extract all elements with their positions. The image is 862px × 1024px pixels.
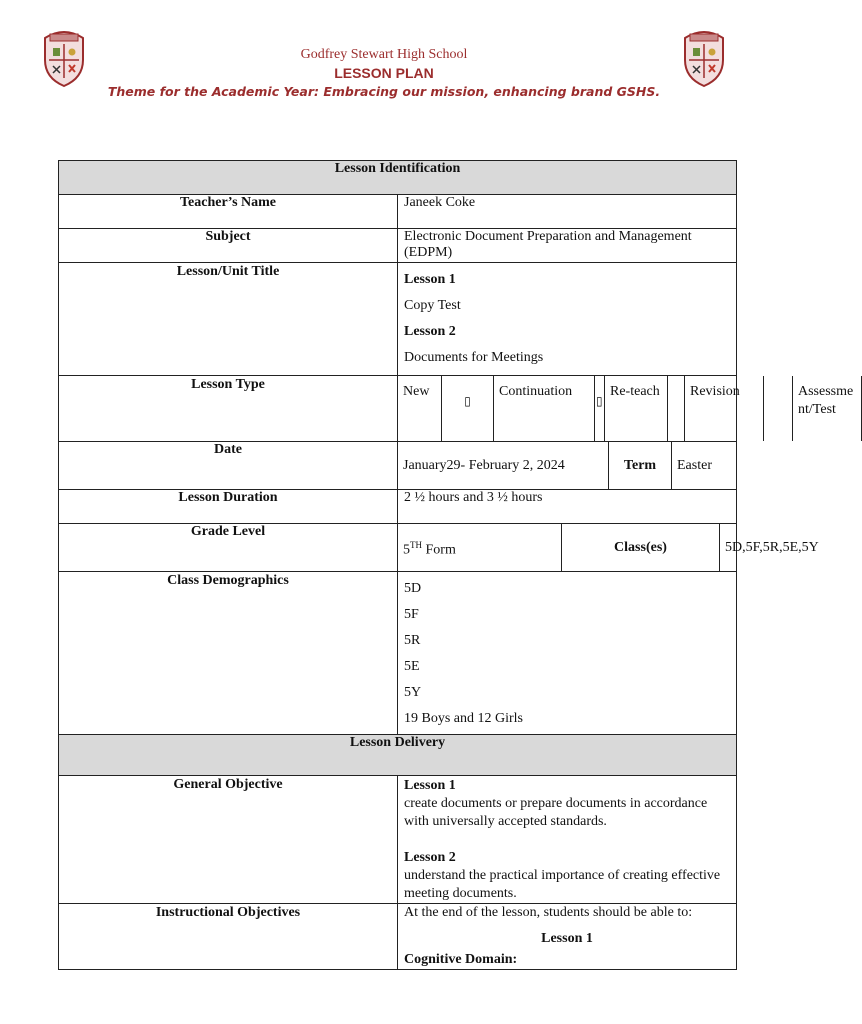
general-objective-value: [398, 776, 737, 904]
subject-label: Subject: [59, 229, 398, 263]
lesson2-label: Lesson 2: [404, 324, 456, 339]
lesson2-title: Documents for Meetings: [404, 350, 544, 365]
type-continuation-checkbox[interactable]: ▯: [595, 376, 605, 441]
teacher-name-value: Janeek Coke: [398, 195, 737, 229]
classes-value: 5D,5F,5R,5E,5Y: [725, 539, 819, 555]
type-assessment-label: Assessment/Test: [793, 376, 862, 441]
lesson-type-options: [398, 376, 854, 442]
lesson1-label: Lesson 1: [404, 272, 456, 287]
date-term-row: [398, 442, 737, 490]
classes-label: Class(es): [562, 524, 720, 571]
academic-theme: Theme for the Academic Year: Embracing our mission, enhancing brand GSHS.: [107, 84, 661, 99]
instructional-lesson1-label: Lesson 1: [541, 931, 593, 946]
type-continuation-label: Continuation: [494, 376, 595, 441]
general-lesson2-label: Lesson 2: [404, 850, 456, 865]
section-heading-delivery: Lesson Delivery: [59, 735, 737, 776]
date-value: January29- February 2, 2024: [398, 442, 609, 489]
instructional-objectives-value: [398, 904, 737, 970]
duration-label: Lesson Duration: [59, 490, 398, 524]
term-label: Term: [609, 442, 672, 489]
document-title: LESSON PLAN: [334, 65, 434, 81]
demographics-label: Class Demographics: [59, 572, 398, 735]
general-lesson1-label: Lesson 1: [404, 778, 456, 793]
demographics-value: [398, 572, 737, 735]
type-revision-checkbox[interactable]: [764, 376, 793, 441]
school-name: Godfrey Stewart High School: [300, 47, 468, 62]
grade-word: Form: [422, 542, 456, 558]
type-reteach-checkbox[interactable]: [668, 376, 685, 441]
type-revision-label: Revision: [685, 376, 764, 441]
demographics-item: 19 Boys and 12 Girls: [404, 711, 523, 726]
general-objective-label: General Objective: [59, 776, 398, 904]
demographics-item: 5E: [404, 659, 420, 674]
demographics-item: 5F: [404, 607, 419, 622]
grade-superscript: TH: [410, 539, 422, 550]
demographics-item: 5Y: [404, 685, 422, 700]
document-header: [0, 46, 768, 102]
lesson-plan-table: [58, 160, 854, 970]
cognitive-domain-label: Cognitive Domain:: [404, 952, 518, 967]
term-value: Easter: [677, 457, 712, 473]
grade-class-row: [398, 524, 819, 572]
teacher-name-label: Teacher’s Name: [59, 195, 398, 229]
duration-value: 2 ½ hours and 3 ½ hours: [398, 490, 737, 524]
instructional-objectives-label: Instructional Objectives: [59, 904, 398, 970]
instructional-intro: At the end of the lesson, students should be able to:: [404, 905, 693, 920]
general-lesson1-text: create documents or prepare documents in accordance with universally accepted standards.: [404, 796, 708, 829]
grade-number: 5: [403, 542, 410, 558]
lesson-title-value: [398, 263, 737, 376]
subject-value: Electronic Document Preparation and Management (EDPM): [398, 229, 737, 263]
section-heading-identification: Lesson Identification: [59, 161, 737, 195]
lesson-title-label: Lesson/Unit Title: [59, 263, 398, 376]
date-label: Date: [59, 442, 398, 490]
general-lesson2-text: understand the practical importance of creating effective meeting documents.: [404, 868, 721, 901]
type-new-label: New: [398, 376, 442, 441]
type-reteach-label: Re-teach: [605, 376, 668, 441]
grade-level-value: [398, 524, 562, 571]
type-new-checkbox[interactable]: ▯: [442, 376, 494, 441]
grade-level-label: Grade Level: [59, 524, 398, 572]
lesson1-title: Copy Test: [404, 298, 461, 313]
demographics-item: 5R: [404, 633, 421, 648]
demographics-item: 5D: [404, 581, 422, 596]
lesson-type-label: Lesson Type: [59, 376, 398, 442]
